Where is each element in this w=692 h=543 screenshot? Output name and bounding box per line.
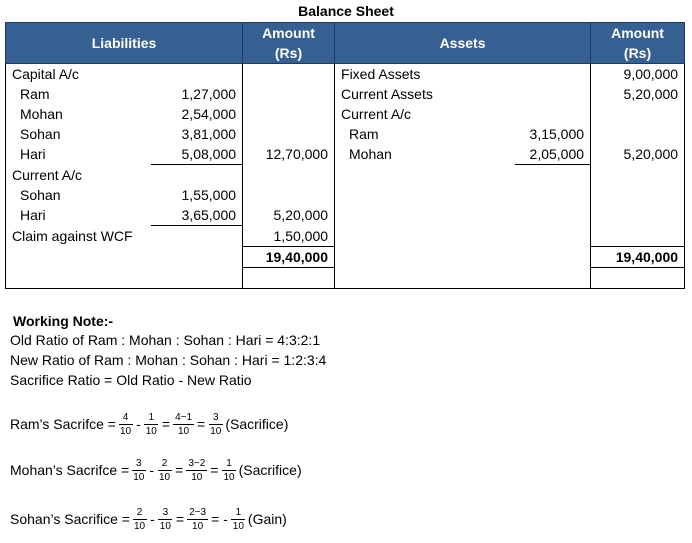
ram-sacrifice-formula: Ram’s Sacrifce = $\frac{4}{10}$ - $\frac{1}{10}$ = $\frac{4-1}{10}$ = $\frac{3}{10}$ (Sacrifice) xyxy=(10,411,289,437)
liability-subamount: 2,54,000 xyxy=(181,106,237,122)
liabilities-header: Liabilities xyxy=(6,23,243,64)
asset-label: Current A/c xyxy=(341,106,412,122)
balance-sheet-title: Balance Sheet xyxy=(298,3,394,19)
asset-label: Mohan xyxy=(349,146,392,163)
asset-amount: 5,20,000 xyxy=(591,84,685,104)
liability-label: Capital A/c xyxy=(6,64,151,85)
table-row xyxy=(6,124,685,144)
asset-subamount: 3,15,000 xyxy=(529,126,585,142)
liability-amount: 12,70,000 xyxy=(243,144,335,165)
table-row xyxy=(6,144,685,165)
liability-subamount: 3,65,000 xyxy=(151,205,243,226)
liability-label: Mohan xyxy=(6,104,151,124)
liability-amount: 5,20,000 xyxy=(243,205,335,226)
old-ratio-line: Old Ratio of Ram : Mohan : Sohan : Hari = 4:3:2:1 xyxy=(10,332,321,348)
new-ratio-line: New Ratio of Ram : Mohan : Sohan : Hari = 1:2:3:4 xyxy=(10,352,327,368)
mohan-sacrifice-formula: Mohan’s Sacrifce = $\frac{3}{10}$ - $\frac{2}{10}$ = $\frac{3-2}{10}$ = $\frac{1}{10}$ (Sacrifice) xyxy=(10,457,302,483)
asset-amount: 9,00,000 xyxy=(591,64,685,85)
liability-label: Ram xyxy=(6,84,151,104)
liability-label: Sohan xyxy=(6,185,151,205)
asset-subamount: 2,05,000 xyxy=(515,144,591,165)
sacrifice-ratio-line: Sacrifice Ratio = Old Ratio - New Ratio xyxy=(10,372,252,388)
table-row xyxy=(6,104,685,124)
liability-label: Hari xyxy=(6,144,151,165)
table-row xyxy=(6,205,685,226)
asset-amount: 5,20,000 xyxy=(591,144,685,165)
assets-amount-header: Amount (Rs) xyxy=(591,23,685,64)
sohan-sacrifice-formula: Sohan’s Sacrifice = $\frac{2}{10}$ - $\frac{3}{10}$ = $\frac{2-3}{10}$ = - $\frac{1}{10}$ (Gain) xyxy=(10,506,287,532)
table-row xyxy=(6,267,685,288)
liability-label: Current A/c xyxy=(6,165,151,186)
liabilities-amount-header: Amount (Rs) xyxy=(243,23,335,64)
liability-label: Sohan xyxy=(6,124,151,144)
header-row xyxy=(6,23,685,64)
table-row xyxy=(6,64,685,85)
liability-subamount: 5,08,000 xyxy=(151,144,243,165)
liability-amount: 1,50,000 xyxy=(243,226,335,247)
asset-label: Fixed Assets xyxy=(341,66,421,82)
asset-label: Ram xyxy=(349,126,379,142)
liability-label: Hari xyxy=(6,205,151,226)
table-row xyxy=(6,165,685,186)
table-row xyxy=(6,84,685,104)
assets-total: 19,40,000 xyxy=(591,246,685,267)
working-note-title: Working Note:- xyxy=(13,313,114,329)
balance-sheet-table xyxy=(5,22,685,289)
asset-label: Current Assets xyxy=(341,86,433,102)
liability-subamount: 1,55,000 xyxy=(181,187,237,203)
liabilities-total: 19,40,000 xyxy=(243,246,335,267)
table-row xyxy=(6,226,685,247)
liability-subamount: 3,81,000 xyxy=(181,126,237,142)
liability-label: Claim against WCF xyxy=(6,226,151,247)
total-row xyxy=(6,246,685,267)
liability-subamount: 1,27,000 xyxy=(181,86,237,102)
assets-header: Assets xyxy=(335,23,591,64)
table-row xyxy=(6,185,685,205)
